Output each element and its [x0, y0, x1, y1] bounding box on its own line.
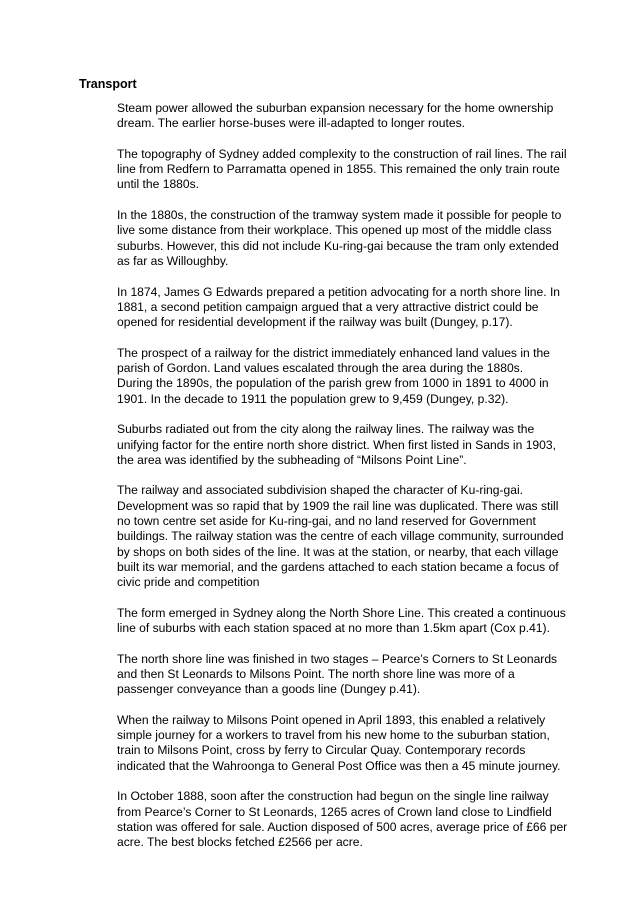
text-line: unifying factor for the entire north shore district. When first listed in Sands in 1903,	[117, 437, 556, 452]
text-line: buildings. The railway station was the centre of each village community, surrounded	[117, 529, 564, 544]
text-line: and then St Leonards to Milsons Point. The north shore line was more of a	[117, 666, 515, 681]
text-line: line of suburbs with each station spaced at no more than 1.5km apart (Cox p.41).	[117, 621, 550, 636]
text-line: until the 1880s.	[117, 177, 200, 192]
paragraph	[117, 605, 566, 637]
text-line: dream. The earlier horse-buses were ill-adapted to longer routes.	[117, 116, 465, 131]
text-line: opened for residential development if the railway was built (Dungey, p.17).	[117, 315, 513, 330]
text-line: When the railway to Milsons Point opened in April 1893, this enabled a relatively	[117, 712, 546, 727]
text-line: The form emerged in Sydney along the North Shore Line. This created a continuous	[117, 605, 566, 620]
paragraph	[117, 789, 568, 850]
text-line: The prospect of a railway for the district immediately enhanced land values in the	[117, 345, 550, 360]
text-line: In October 1888, soon after the construction had begun on the single line railway	[117, 789, 549, 804]
text-line: The topography of Sydney added complexity to the construction of rail lines. The rail	[117, 146, 567, 161]
text-line: 1901. In the decade to 1911 the population grew to 9,459 (Dungey, p.32).	[117, 391, 509, 406]
paragraph	[117, 284, 561, 331]
paragraph	[117, 346, 557, 407]
text-line: built its war memorial, and the gardens attached to each station became a focus of	[117, 559, 559, 574]
text-line: passenger conveyance than a goods line (Dungey p.41).	[117, 682, 421, 697]
text-line: from Pearce’s Corner to St Leonards, 1265 acres of Crown land close to Lindfield	[117, 804, 552, 819]
text-line: as far as Willoughby.	[117, 253, 229, 268]
section-body	[117, 101, 568, 866]
text-line: simple journey for a workers to travel from his new home to the suburban station,	[117, 728, 550, 743]
paragraph	[117, 712, 561, 774]
text-line: the area was identified by the subheading of “Milsons Point Line”.	[117, 452, 467, 467]
text-line: train to Milsons Point, cross by ferry to Circular Quay. Contemporary records	[117, 743, 526, 758]
paragraph	[117, 101, 557, 132]
text-line: line from Redfern to Parramatta opened in 1855. This remained the only train route	[117, 162, 560, 177]
text-line: In 1874, James G Edwards prepared a petition advocating for a north shore line. In	[117, 284, 561, 299]
paragraph	[117, 208, 562, 269]
text-line: Steam power allowed the suburban expansion necessary for the home ownership	[117, 101, 554, 115]
text-line: 1881, a second petition campaign argued that a very attractive district could be	[117, 299, 539, 314]
section-heading: Transport	[79, 77, 137, 91]
text-line: suburbs. However, this did not include Ku-ring-gai because the tram only extended	[117, 238, 559, 253]
text-line: Suburbs radiated out from the city along the railway lines. The railway was the	[117, 422, 535, 437]
text-line: by shops on both sides of the line. It was at the station, or nearby, that each village	[117, 544, 559, 559]
text-line: In the 1880s, the construction of the tramway system made it possible for people to	[117, 208, 562, 223]
text-line: live some distance from their workplace. This opened up most of the middle class	[117, 223, 552, 238]
text-line: During the 1890s, the population of the parish grew from 1000 in 1891 to 4000 in	[117, 376, 549, 391]
text-line: no town centre set aside for Ku-ring-gai, and no land reserved for Government	[117, 514, 536, 529]
paragraph	[117, 146, 567, 193]
text-line: The north shore line was finished in two stages – Pearce’s Corners to St Leonards	[117, 651, 558, 666]
text-line: civic pride and competition	[117, 575, 260, 590]
paragraph	[117, 422, 557, 468]
text-line: acre. The best blocks fetched £2566 per acre.	[117, 835, 363, 850]
text-line: Development was so rapid that by 1909 the rail line was duplicated. There was still	[117, 498, 559, 513]
paragraph	[117, 483, 564, 590]
text-line: The railway and associated subdivision shaped the character of Ku-ring-gai.	[117, 483, 524, 498]
text-line: parish of Gordon. Land values escalated through the area during the 1880s.	[117, 361, 524, 376]
paragraph	[117, 652, 557, 698]
text-line: indicated that the Wahroonga to General Post Office was then a 45 minute journey.	[117, 758, 561, 773]
text-line: station was offered for sale. Auction disposed of 500 acres, average price of £66 per	[117, 819, 568, 834]
